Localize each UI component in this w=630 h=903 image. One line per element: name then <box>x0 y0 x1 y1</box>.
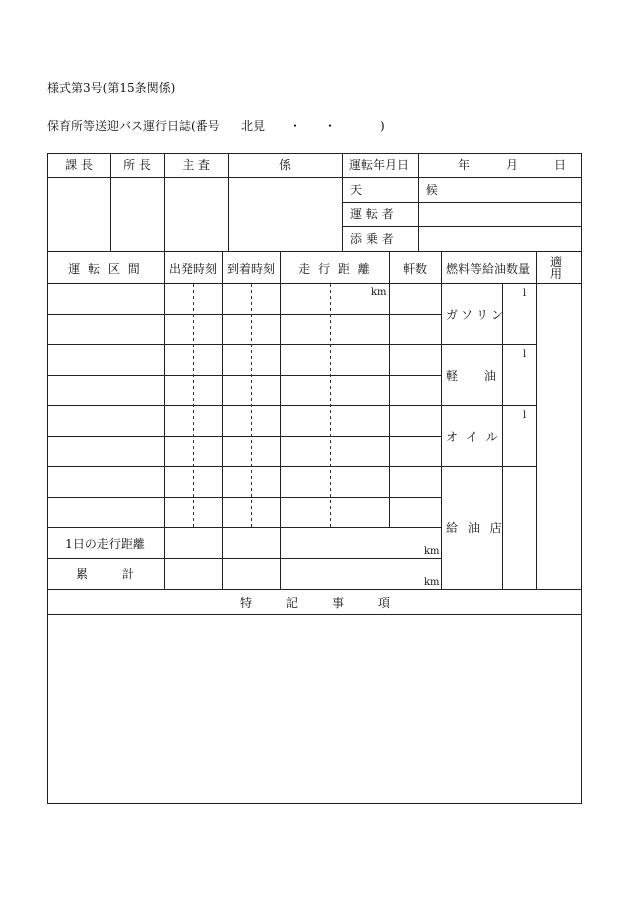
header-section: 運 転 区 間 <box>68 262 142 276</box>
distance-unit-km: km <box>371 287 387 298</box>
notes-char-3: 事 <box>331 596 344 610</box>
cumulative-char-2: 計 <box>121 567 134 581</box>
cumulative-unit: km <box>424 577 440 588</box>
weather-text: 天 候 <box>350 183 468 197</box>
diesel-char-2: 油 <box>483 369 496 383</box>
date-year: 年 <box>457 158 471 172</box>
cumulative-char-1: 累 <box>76 567 89 581</box>
form-title-close: ) <box>380 119 385 133</box>
weather-label-text <box>350 183 468 197</box>
weather-field[interactable] <box>419 178 581 202</box>
diesel-unit: l <box>523 349 527 360</box>
header-arrival: 到着時刻 <box>226 262 276 276</box>
fuel-oil: オ イ ル <box>446 430 500 444</box>
approval-supervisor: 主 査 <box>182 158 210 172</box>
header-fuel: 燃料等給油数量 <box>445 262 531 276</box>
date-month: 月 <box>505 158 519 172</box>
stamp-box-section-chief[interactable] <box>48 178 110 251</box>
form-title-dot-1: ・ <box>289 119 302 133</box>
stamp-box-supervisor[interactable] <box>165 178 228 251</box>
form-title-city: 北見 <box>241 119 266 133</box>
form-number: 様式第3号(第15条関係) <box>47 81 176 95</box>
approval-section-chief: 課 長 <box>65 158 93 172</box>
attendant-field[interactable] <box>419 227 581 251</box>
fuel-diesel <box>446 369 496 383</box>
fuel-station: 給 油 店 <box>446 521 505 535</box>
form-title: 保育所等送迎バス運行日誌(番号 <box>47 119 220 133</box>
gasoline-unit: l <box>523 288 527 299</box>
header-remarks: 適用 <box>550 255 563 281</box>
date-label: 運転年月日 <box>349 158 410 172</box>
stamp-box-director[interactable] <box>111 178 164 251</box>
date-day: 日 <box>553 158 567 172</box>
weather-label <box>350 183 468 197</box>
notes-char-4: 項 <box>377 596 390 610</box>
form-title-dot-2: ・ <box>324 119 337 133</box>
stamp-box-staff[interactable] <box>229 178 342 251</box>
daily-distance-unit: km <box>424 546 440 557</box>
notes-char-1: 特 <box>240 596 253 610</box>
special-notes-field[interactable] <box>48 615 581 803</box>
cumulative-label <box>76 567 134 581</box>
header-stops: 軒数 <box>402 262 428 276</box>
diesel-char-1: 軽 <box>446 369 459 383</box>
daily-distance-label: 1日の走行距離 <box>65 537 145 551</box>
approval-staff: 係 <box>278 158 292 172</box>
attendant-label: 添 乗 者 <box>350 232 394 246</box>
driver-label: 運 転 者 <box>350 207 394 221</box>
approval-director: 所 長 <box>123 158 151 172</box>
oil-unit: l <box>523 410 527 421</box>
driver-field[interactable] <box>419 203 581 226</box>
notes-char-2: 記 <box>285 596 298 610</box>
special-notes-label <box>240 596 390 610</box>
header-distance: 走 行 距 離 <box>298 262 372 276</box>
header-departure: 出発時刻 <box>168 262 218 276</box>
fuel-gasoline: ガソリン <box>446 308 507 322</box>
